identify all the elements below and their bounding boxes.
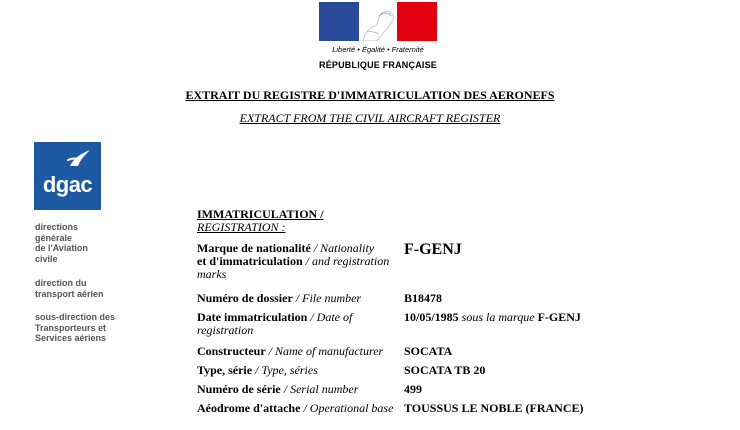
section-title-fr: IMMATRICULATION / [197,207,324,221]
sidebar-org-dgac: directions générale de l'Aviation civile [35,222,88,264]
file-number-value: B18478 [404,291,443,305]
row-label: Marque de nationalité / Nationality et d'immatriculation / and registration marks [197,241,390,281]
row-label: Type, série / Type, séries [197,363,318,377]
page-subtitle: EXTRACT FROM THE CIVIL AIRCRAFT REGISTER [239,111,501,125]
republique-francaise-logo [319,2,437,74]
section-title-en: REGISTRATION : [197,220,286,234]
serial-number-value: 499 [404,382,422,396]
marianne-flag-icon [319,2,437,41]
row-label: Constructeur / Name of manufacturer [197,344,384,358]
registration-mark-value: F-GENJ [404,241,462,258]
page-title: EXTRAIT DU REGISTRE D'IMMATRICULATION DES AERONEFS [185,88,555,102]
row-label: Aéodrome d'attache / Operational base [197,401,394,415]
republic-name: RÉPUBLIQUE FRANÇAISE [319,60,438,70]
sidebar-org-subdirection: sous-direction des Transporteurs et Services aériens [35,312,116,343]
registration-date-value: 10/05/1985 sous la marque F-GENJ [404,310,581,324]
row-label: Numéro de série / Serial number [197,382,359,396]
dgac-logo [34,142,101,210]
type-value: SOCATA TB 20 [404,363,486,377]
republic-motto: Liberté • Égalité • Fraternité [332,45,424,54]
sidebar-org-dta: direction du transport aérien [35,278,104,299]
dgac-bird-icon [64,146,94,170]
row-label: Date immatriculation / Date of registration [197,310,353,337]
manufacturer-value: SOCATA [404,344,453,358]
dgac-logo-text: dgac [42,172,93,197]
section-heading [197,208,397,234]
operational-base-value: TOUSSUS LE NOBLE (FRANCE) [404,401,584,415]
row-label: Numéro de dossier / File number [197,291,362,305]
